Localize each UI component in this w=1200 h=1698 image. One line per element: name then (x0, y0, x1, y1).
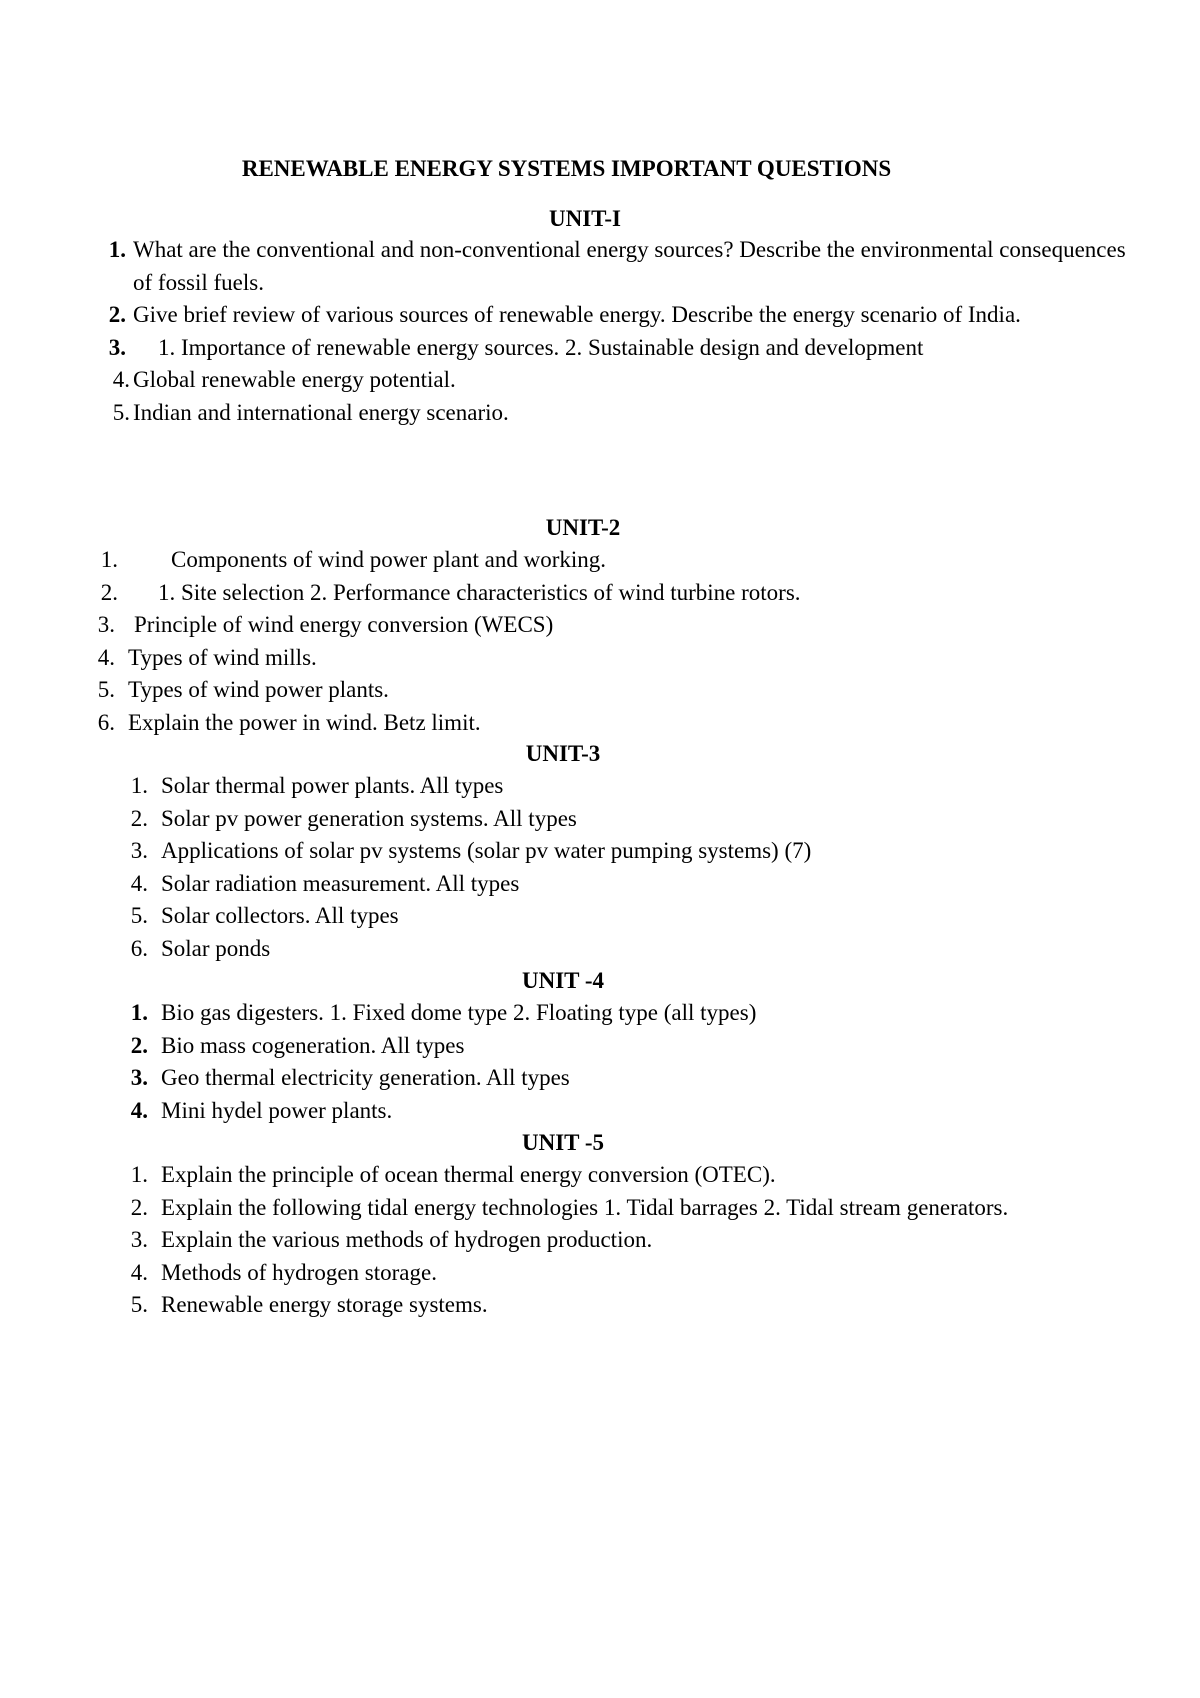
unit-1-heading: UNIT-I (548, 206, 621, 231)
question-text: Solar ponds (161, 935, 271, 961)
question-text: Bio gas digesters. 1. Fixed dome type 2. Floating type (all types) (161, 1000, 757, 1025)
question-number: 4. (130, 1097, 148, 1123)
question-number: 1. (130, 1000, 148, 1025)
unit-3-question (0, 868, 1061, 901)
unit-4-question (0, 1030, 1061, 1063)
unit-1-question (0, 397, 1133, 430)
unit-3-question (0, 900, 1061, 933)
unit-2-question (0, 707, 1028, 740)
question-text: Indian and international energy scenario. (133, 399, 509, 425)
unit-5-question-list (0, 1159, 1200, 1322)
unit-3-question (0, 835, 1061, 868)
unit-5-question (0, 1224, 1081, 1257)
question-number: 6. (130, 935, 148, 961)
unit-1-question (0, 364, 1133, 397)
unit-2-question (0, 577, 1058, 610)
question-text: Global renewable energy potential. (133, 367, 456, 392)
unit-5-heading: UNIT -5 (521, 1130, 604, 1155)
question-number: 3. (130, 1065, 148, 1090)
question-text: Solar pv power generation systems. All types (161, 805, 577, 831)
document-title: RENEWABLE ENERGY SYSTEMS IMPORTANT QUESTIONS (241, 156, 892, 181)
unit-2-question (0, 544, 1071, 577)
question-text: Solar thermal power plants. All types (161, 773, 504, 798)
unit-5-question (0, 1289, 1081, 1322)
unit-3-heading: UNIT-3 (525, 741, 601, 766)
question-text: Types of wind mills. (128, 644, 317, 670)
unit-2-question (0, 642, 1028, 675)
question-number: 4. (130, 870, 148, 896)
unit-4-question-list (0, 997, 1200, 1127)
unit-2-question (0, 609, 1034, 642)
unit-5-question (0, 1192, 1081, 1225)
question-text: Methods of hydrogen storage. (161, 1259, 437, 1285)
question-number: 1. (108, 237, 126, 262)
question-text: Explain the principle of ocean thermal energy conversion (OTEC). (161, 1162, 776, 1187)
question-number: 5. (130, 903, 148, 928)
unit-3-question (0, 933, 1061, 966)
question-number: 2. (108, 302, 126, 327)
question-number: 3. (130, 1227, 148, 1252)
question-text: Explain the power in wind. Betz limit. (128, 709, 481, 735)
question-number: 1. (130, 1162, 148, 1187)
unit-4-question (0, 1095, 1061, 1128)
unit-1-question (0, 299, 1143, 332)
question-text: Types of wind power plants. (128, 677, 389, 702)
question-text: Principle of wind energy conversion (WECS) (134, 612, 554, 637)
unit-3-question (0, 770, 1061, 803)
unit-5-question (0, 1159, 1081, 1192)
question-number: 3. (97, 612, 115, 637)
question-number: 4. (97, 644, 115, 670)
question-number: 2. (130, 1194, 148, 1220)
question-number: 5. (112, 399, 130, 425)
question-text: 1. Importance of renewable energy sources. 2. Sustainable design and development (158, 334, 924, 360)
unit-4-question (0, 997, 1061, 1030)
unit-3-question-list (0, 770, 1200, 965)
question-number: 3. (108, 334, 126, 360)
question-number: 3. (130, 838, 148, 863)
unit-1-question (0, 234, 1133, 299)
unit-1-question (0, 332, 958, 365)
unit-4-question (0, 1062, 1061, 1095)
question-number: 6. (97, 709, 115, 735)
unit-2-question (0, 674, 1028, 707)
question-number: 1. (100, 547, 118, 572)
unit-2-question-list (0, 544, 1200, 739)
question-text: Solar collectors. All types (161, 903, 399, 928)
question-text: 1. Site selection 2. Performance characteristics of wind turbine rotors. (158, 579, 801, 605)
question-text: Explain the following tidal energy technologies 1. Tidal barrages 2. Tidal stream generators. (161, 1194, 1009, 1220)
question-text: Mini hydel power plants. (161, 1097, 393, 1123)
question-number: 4. (130, 1259, 148, 1285)
question-text: What are the conventional and non-conventional energy sources? Describe the environmental consequences of fossil fuels. (133, 237, 1126, 295)
question-number: 5. (97, 677, 115, 702)
unit-2-heading: UNIT-2 (545, 515, 621, 540)
question-text: Renewable energy storage systems. (161, 1292, 488, 1317)
unit-3-question (0, 803, 1061, 836)
question-text: Applications of solar pv systems (solar pv water pumping systems) (7) (161, 838, 812, 863)
question-text: Solar radiation measurement. All types (161, 870, 520, 896)
unit-5-question (0, 1257, 1081, 1290)
question-number: 5. (130, 1292, 148, 1317)
question-text: Components of wind power plant and working. (171, 547, 607, 572)
question-number: 2. (130, 1032, 148, 1058)
question-text: Geo thermal electricity generation. All types (161, 1065, 570, 1090)
question-number: 1. (130, 773, 148, 798)
unit-1-question-list (0, 234, 1200, 429)
question-number: 4. (112, 367, 130, 392)
question-number: 2. (130, 805, 148, 831)
question-text: Give brief review of various sources of renewable energy. Describe the energy scenario of India. (133, 302, 1021, 327)
question-number: 2. (100, 579, 118, 605)
unit-4-heading: UNIT -4 (521, 968, 604, 993)
question-text: Explain the various methods of hydrogen production. (161, 1227, 653, 1252)
question-text: Bio mass cogeneration. All types (161, 1032, 465, 1058)
